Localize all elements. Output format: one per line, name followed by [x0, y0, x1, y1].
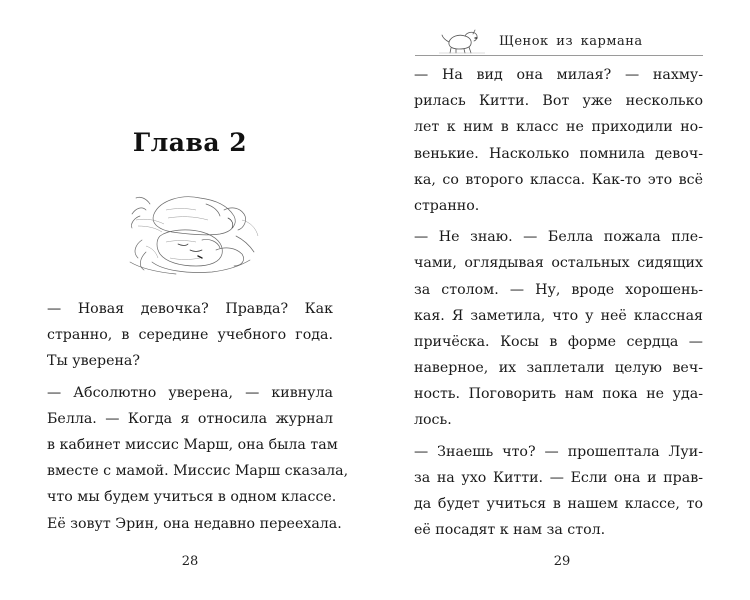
text-line: рилась Китти. Вот уже несколько	[414, 93, 703, 110]
text-line: что мы будем учиться в одном классе.	[47, 489, 337, 506]
text-line: ность. Поговорить нам пока не уда-	[414, 386, 703, 403]
running-header-title: Щенок из кармана	[499, 34, 643, 49]
text-line: Белла. — Когда я относила журнал	[47, 410, 333, 427]
text-line: — Абсолютно уверена, — кивнула	[47, 384, 333, 401]
text-line: Её зовут Эрин, она недавно переехала.	[47, 515, 342, 532]
text-line: ка, со второго класса. Как-то это всё	[414, 171, 703, 188]
text-line: её посадят к нам за стол.	[414, 522, 606, 539]
right-page-text	[414, 62, 703, 543]
right-page	[375, 0, 750, 600]
text-line: за на ухо Китти. — Если она и прав-	[414, 469, 703, 486]
page-number: 29	[553, 554, 571, 569]
page-number: 28	[181, 554, 199, 569]
text-line: лет к ним в класс не приходили но-	[414, 119, 703, 136]
text-line: за столом. — Ну, вроде хорошень-	[414, 281, 703, 298]
text-line: — Знаешь что? — прошептала Луи-	[414, 443, 703, 460]
text-line: лось.	[414, 412, 452, 429]
text-line: — Не знаю. — Белла пожала пле-	[414, 229, 703, 246]
text-line: — Новая девочка? Правда? Как	[47, 301, 333, 317]
text-line: да будет учиться в нашем классе, то	[414, 496, 703, 512]
text-line: странно, в середине учебного года.	[47, 327, 333, 344]
text-line: чами, оглядывая остальных сидящих	[414, 255, 703, 272]
text-line: причёска. Косы в форме сердца —	[414, 333, 703, 350]
sleeping-puppies-illustration	[116, 180, 266, 278]
text-line: наверное, их заплетали целую веч-	[414, 360, 703, 377]
text-line: кая. Я заметила, что у неё классная	[414, 307, 703, 324]
text-line: вместе с мамой. Миссис Марш сказала,	[47, 463, 349, 480]
text-line: в кабинет миссис Марш, она была там	[47, 436, 338, 453]
header-rule	[415, 55, 703, 56]
text-line: венькие. Насколько помнила девоч-	[414, 145, 703, 162]
chapter-title: Глава 2	[132, 128, 248, 157]
running-header	[415, 26, 703, 56]
left-page-text	[47, 296, 349, 537]
text-line: — На вид она милая? — нахму-	[414, 67, 703, 83]
puppy-icon	[439, 26, 485, 54]
text-line: странно.	[414, 197, 480, 214]
text-line: Ты уверена?	[47, 353, 140, 370]
